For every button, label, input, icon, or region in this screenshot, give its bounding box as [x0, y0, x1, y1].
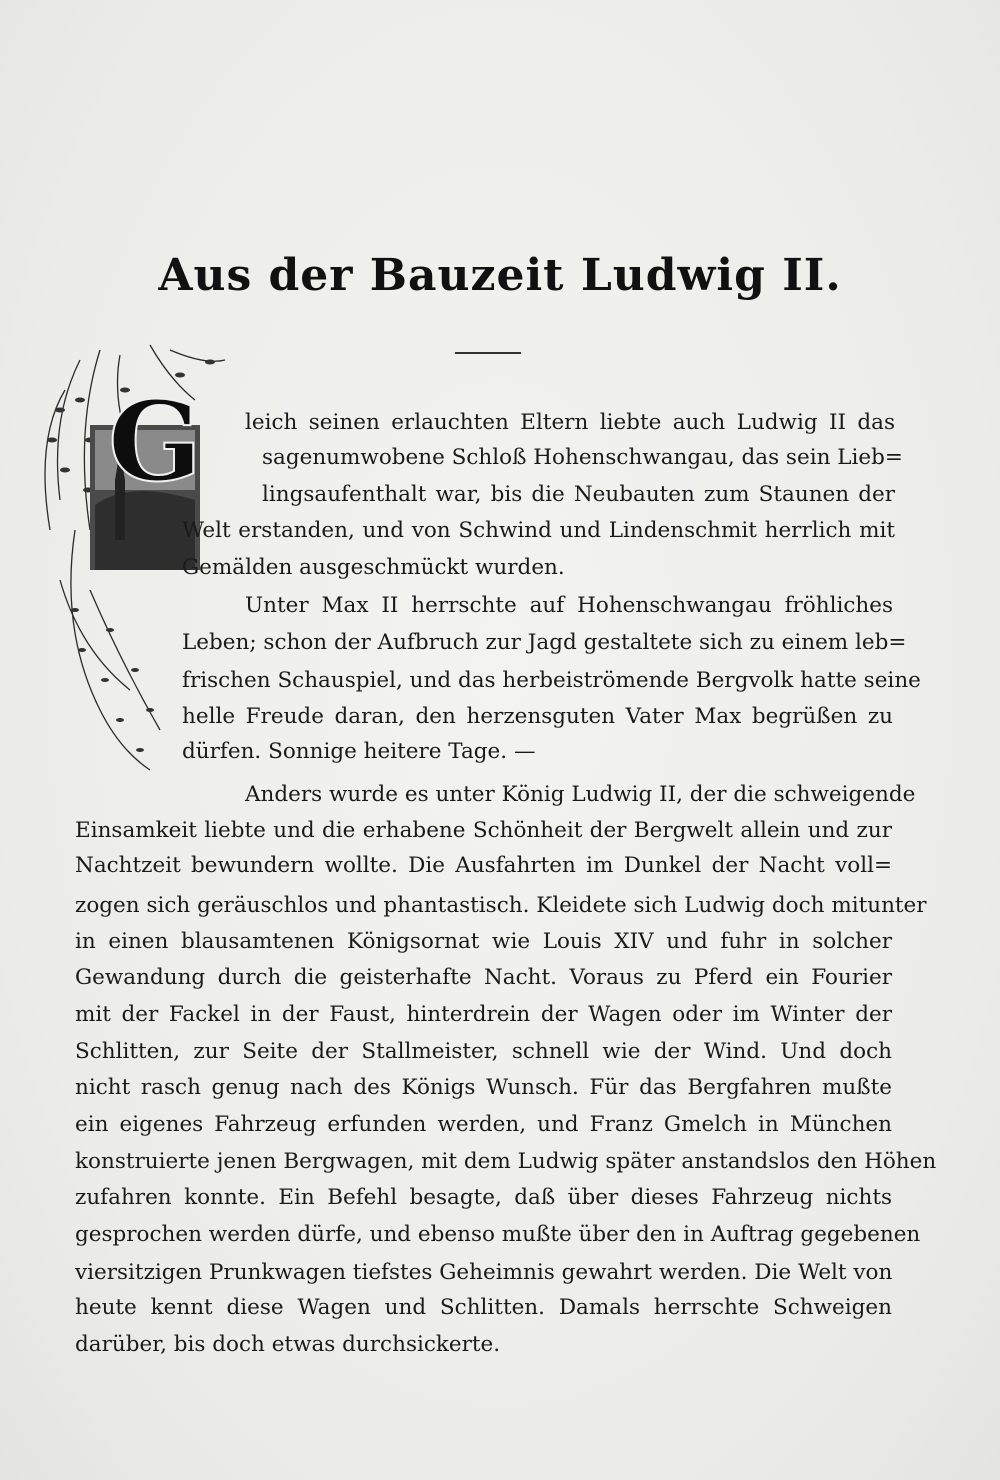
text-line: viersitzigen Prunkwagen tiefstes Geheimnis gewahrt werden. Die Welt von: [75, 1260, 893, 1285]
text-line: Gemälden ausgeschmückt wurden.: [182, 555, 565, 580]
text-line: Anders wurde es unter König Ludwig II, der die schweigende: [245, 782, 916, 807]
text-line: Nachtzeit bewundern wollte. Die Ausfahrten im Dunkel der Nacht voll=: [75, 853, 892, 878]
text-line: Unter Max II herrschte auf Hohenschwangau fröhliches: [245, 593, 893, 618]
drop-cap-initial: G: [108, 377, 202, 506]
text-line: ein eigenes Fahrzeug erfunden werden, und Franz Gmelch in München: [75, 1112, 892, 1137]
text-line: lingsaufenthalt war, bis die Neubauten zum Staunen der: [262, 482, 895, 507]
text-line: konstruierte jenen Bergwagen, mit dem Ludwig später anstandslos den Höhen: [75, 1149, 937, 1174]
text-line: helle Freude daran, den herzensguten Vater Max begrüßen zu: [182, 704, 893, 729]
text-line: Schlitten, zur Seite der Stallmeister, schnell wie der Wind. Und doch: [75, 1039, 892, 1064]
text-line: nicht rasch genug nach des Königs Wunsch. Für das Bergfahren mußte: [75, 1075, 892, 1100]
text-line: darüber, bis doch etwas durchsickerte.: [75, 1332, 501, 1357]
text-line: zufahren konnte. Ein Befehl besagte, daß über dieses Fahrzeug nichts: [75, 1185, 892, 1210]
text-line: Leben; schon der Aufbruch zur Jagd gestaltete sich zu einem leb=: [182, 630, 907, 655]
text-line: heute kennt diese Wagen und Schlitten. Damals herrschte Schweigen: [75, 1295, 892, 1320]
text-line: Einsamkeit liebte und die erhabene Schönheit der Bergwelt allein und zur: [75, 818, 892, 843]
text-line: frischen Schauspiel, und das herbeiströmende Bergvolk hatte seine: [182, 668, 921, 693]
text-line: gesprochen werden dürfe, und ebenso mußte über den in Auftrag gegebenen: [75, 1222, 921, 1247]
text-line: sagenumwobene Schloß Hohenschwangau, das sein Lieb=: [262, 445, 903, 470]
text-line: dürfen. Sonnige heitere Tage. —: [182, 739, 536, 764]
text-line: in einen blausamtenen Königsornat wie Louis XIV und fuhr in solcher: [75, 929, 892, 954]
page-title: Aus der Bauzeit Ludwig II.: [158, 250, 842, 301]
text-line: zogen sich geräuschlos und phantastisch. Kleidete sich Ludwig doch mitunter: [75, 893, 927, 918]
text-line: mit der Fackel in der Faust, hinterdrein der Wagen oder im Winter der: [75, 1002, 892, 1027]
text-line: Gewandung durch die geisterhafte Nacht. Voraus zu Pferd ein Fourier: [75, 965, 892, 990]
text-line: leich seinen erlauchten Eltern liebte auch Ludwig II das: [245, 410, 895, 435]
title-divider: [455, 352, 521, 354]
text-line: Welt erstanden, und von Schwind und Lindenschmit herrlich mit: [182, 518, 895, 543]
